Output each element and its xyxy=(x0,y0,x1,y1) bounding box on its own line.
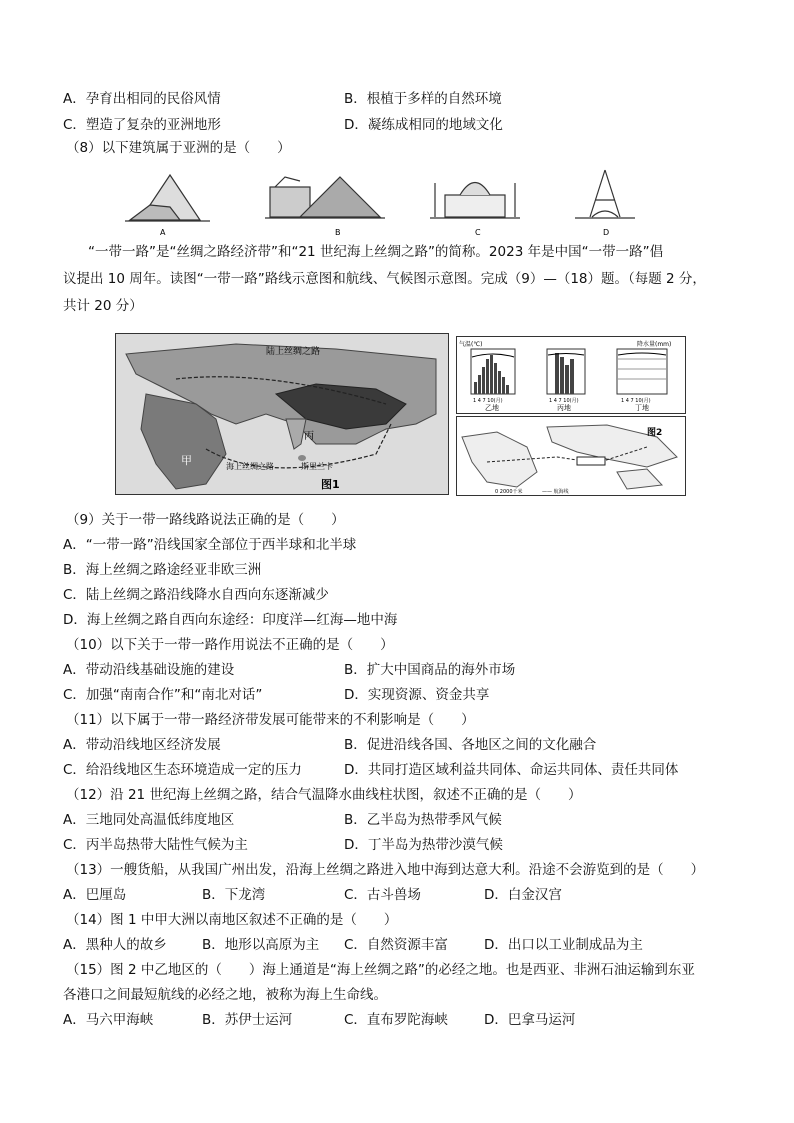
q9-stem: （9）关于一带一路线路说法正确的是（ ） xyxy=(66,512,345,528)
map-jia-label: 甲 xyxy=(181,454,192,467)
q11-stem: （11）以下属于一带一路经济带发展可能带来的不利影响是（ ） xyxy=(66,712,475,728)
figure2-route-map xyxy=(456,416,686,496)
climate-months-yi: 1 4 7 10(月) xyxy=(473,398,503,404)
q13-stem: （13）一艘货船，从我国广州出发，沿海上丝绸之路进入地中海到达意大利。沿途不会游览到的是（ ） xyxy=(66,862,705,878)
q7-option-a: A．孕育出相同的民俗风情 xyxy=(63,91,221,107)
q7-option-b: B．根植于多样的自然环境 xyxy=(344,91,502,107)
q10-option-d: D．实现资源、资金共享 xyxy=(344,687,490,703)
q13-option-d: D．白金汉宫 xyxy=(484,887,562,903)
figure1-caption: 图1 xyxy=(321,478,340,491)
q9-option-a: A．“一带一路”沿线国家全部位于西半球和北半球 xyxy=(63,537,357,553)
map-sea-route-label: 海上丝绸之路 xyxy=(226,462,274,471)
intro-line-1: “一带一路”是“丝绸之路经济带”和“21 世纪海上丝绸之路”的简称。2023 年是中国“一带一路”倡 xyxy=(88,244,664,260)
map-bing-label: 丙 xyxy=(304,431,314,442)
map-land-route-label: 陆上丝绸之路 xyxy=(266,347,321,357)
q10-option-c: C．加强“南南合作”和“南北对话” xyxy=(63,687,263,703)
q14-option-b: B．地形以高原为主 xyxy=(202,937,320,953)
q12-stem: （12）沿 21 世纪海上丝绸之路，结合气温降水曲线柱状图，叙述不正确的是（ ） xyxy=(66,787,582,803)
q14-option-c: C．自然资源丰富 xyxy=(344,937,448,953)
q9-option-d: D．海上丝绸之路自西向东途经：印度洋—红海—地中海 xyxy=(63,612,398,628)
climate-chart-ding xyxy=(617,340,671,412)
climate-chart-bing xyxy=(547,349,585,412)
q11-option-c: C．给沿线地区生态环境造成一定的压力 xyxy=(63,762,302,778)
q15-option-c: C．直布罗陀海峡 xyxy=(344,1012,448,1028)
figure2-scale: 0 2000千米 xyxy=(495,489,523,495)
building-a-sphinx xyxy=(125,175,210,221)
q11-option-d: D．共同打造区域利益共同体、命运共同体、责任共同体 xyxy=(344,762,679,778)
q8-stem: （8）以下建筑属于亚洲的是（ ） xyxy=(66,140,291,156)
q10-option-a: A．带动沿线基础设施的建设 xyxy=(63,662,235,678)
q9-option-c: C．陆上丝绸之路沿线降水自西向东逐渐减少 xyxy=(63,587,329,603)
climate-months-bing: 1 4 7 10(月) xyxy=(549,398,579,404)
q12-option-d: D．丁半岛为热带沙漠气候 xyxy=(344,837,503,853)
q15-stem: （15）图 2 中乙地区的（ ）海上通道是“海上丝绸之路”的必经之地。也是西亚、非洲石油运输到东亚 xyxy=(66,962,695,978)
intro-line-2: 议提出 10 周年。读图“一带一路”路线示意图和航线、气候图示意图。完成（9）—（18）题。（每题 2 分， xyxy=(63,271,706,287)
q13-option-c: C．古斗兽场 xyxy=(344,887,421,903)
q13-option-b: B．下龙湾 xyxy=(202,887,266,903)
climate-chart-yi xyxy=(459,340,515,412)
q12-option-a: A．三地同处高温低纬度地区 xyxy=(63,812,235,828)
figure1-belt-road-map xyxy=(115,333,449,495)
q9-option-b: B．海上丝绸之路途经亚非欧三洲 xyxy=(63,562,262,578)
building-d-eiffel-tower xyxy=(575,170,635,218)
climate-charts xyxy=(456,336,686,414)
building-c-taj-mahal xyxy=(430,183,520,219)
climate-axis-ding: 降水量(mm) xyxy=(637,341,672,348)
intro-line-3: 共计 20 分） xyxy=(63,298,143,314)
q8-label-c: C xyxy=(475,228,481,237)
q14-stem: （14）图 1 中甲大洲以南地区叙述不正确的是（ ） xyxy=(66,912,398,928)
figure2-legend: —— 航海线 xyxy=(542,489,569,495)
q10-option-b: B．扩大中国商品的海外市场 xyxy=(344,662,516,678)
q14-option-a: A．黑种人的故乡 xyxy=(63,937,167,953)
q15-option-d: D．巴拿马运河 xyxy=(484,1012,576,1028)
q12-option-c: C．丙半岛热带大陆性气候为主 xyxy=(63,837,248,853)
q11-option-b: B．促进沿线各国、各地区之间的文化融合 xyxy=(344,737,597,753)
q12-option-b: B．乙半岛为热带季风气候 xyxy=(344,812,502,828)
q8-label-a: A xyxy=(160,228,166,237)
q15-stem-cont: 各港口之间最短航线的必经之地，被称为海上生命线。 xyxy=(63,987,387,1003)
q7-option-d: D．凝练成相同的地域文化 xyxy=(344,117,503,133)
q10-stem: （10）以下关于一带一路作用说法不正确的是（ ） xyxy=(66,637,394,653)
climate-place-bing: 丙地 xyxy=(557,404,571,412)
climate-place-ding: 丁地 xyxy=(635,404,649,412)
q11-option-a: A．带动沿线地区经济发展 xyxy=(63,737,221,753)
climate-axis-yi: 气温(℃) xyxy=(459,341,483,348)
figure2-caption: 图2 xyxy=(647,428,663,438)
climate-months-ding: 1 4 7 10(月) xyxy=(621,398,651,404)
map-sri-lanka-label: 斯里兰卡 xyxy=(301,462,333,471)
q15-option-b: B．苏伊士运河 xyxy=(202,1012,293,1028)
q14-option-d: D．出口以工业制成品为主 xyxy=(484,937,643,953)
q13-option-a: A．巴厘岛 xyxy=(63,887,127,903)
climate-place-yi: 乙地 xyxy=(485,404,499,412)
q8-label-d: D xyxy=(603,228,610,237)
q8-label-b: B xyxy=(335,228,341,237)
building-b-temple xyxy=(265,177,385,218)
q15-option-a: A．马六甲海峡 xyxy=(63,1012,154,1028)
q7-option-c: C．塑造了复杂的亚洲地形 xyxy=(63,117,221,133)
q8-buildings-figure xyxy=(125,165,655,240)
